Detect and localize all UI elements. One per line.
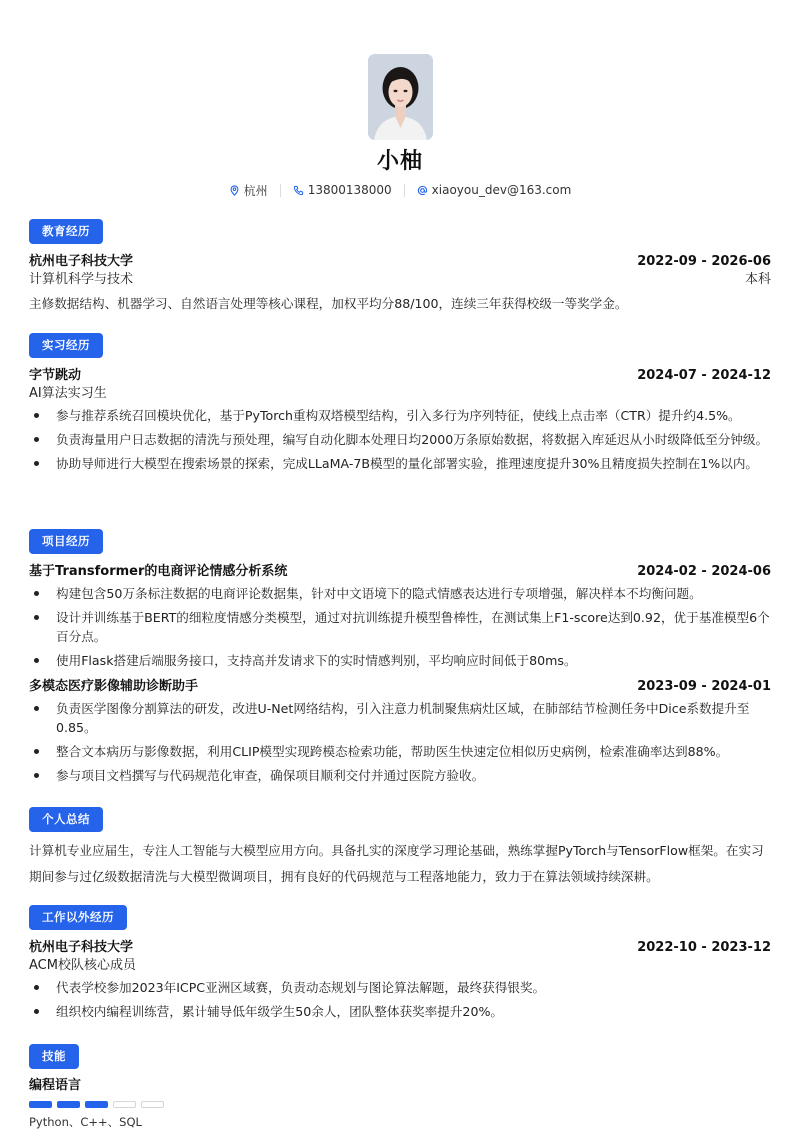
phone-text: 13800138000 (307, 183, 392, 197)
company-name: 字节跳动 (29, 368, 82, 383)
project-name: 多模态医疗影像辅助诊断助手 (29, 679, 199, 694)
skills-section (29, 1044, 771, 1130)
list-item: 整合文本病历与影像数据，利用CLIP模型实现跨模态检索功能，帮助医生快速定位相似历史病例，检索准确率达到88%。 (29, 742, 771, 761)
list-item: 构建包含50万条标注数据的电商评论数据集，针对中文语境下的隐式情感表达进行专项增强，解决样本不均衡问题。 (29, 584, 771, 603)
internship-header-row (29, 367, 771, 385)
contact-info (29, 181, 771, 199)
education-description: 主修数据结构、机器学习、自然语言处理等核心课程，加权平均分88/100，连续三年获得校级一等奖学金。 (29, 296, 628, 311)
list-item: 参与推荐系统召回模块优化，基于PyTorch重构双塔模型结构，引入多行为序列特征，使线上点击率（CTR）提升约4.5%。 (29, 406, 771, 425)
education-date: 2022-09 - 2026-06 (637, 254, 771, 269)
section-badge-internship: 实习经历 (29, 333, 103, 358)
internship-bullets (29, 406, 771, 473)
education-sub-row (29, 271, 771, 289)
degree: 本科 (744, 272, 771, 287)
project-bullets (29, 699, 771, 785)
extra-org: 杭州电子科技大学 (29, 940, 134, 955)
skill-name: 编程语言 (29, 1078, 82, 1093)
contact-phone[interactable] (293, 183, 392, 197)
school-name: 杭州电子科技大学 (29, 254, 134, 269)
location-text: 杭州 (243, 183, 268, 198)
project-header-row (29, 563, 771, 581)
contact-divider (404, 184, 405, 197)
extra-header-row (29, 939, 771, 957)
internship-date: 2024-07 - 2024-12 (637, 368, 771, 383)
skill-detail: Python、C++、SQL (29, 1115, 142, 1129)
skill-level-empty (113, 1101, 136, 1108)
email-icon (417, 185, 428, 196)
projects-section (29, 529, 771, 790)
contact-location (229, 182, 268, 199)
skill-level-filled (57, 1101, 80, 1108)
profile-photo (368, 54, 433, 140)
summary-text: 计算机专业应届生，专注人工智能与大模型应用方向。具备扎实的深度学习理论基础，熟练掌握PyTorch与TensorFlow框架。在实习期间参与过亿级数据清洗与大模型微调项目，拥有良好的代码规范与工程落地能力，致力于在算法领域持续深耕。 (29, 843, 764, 884)
extra-date: 2022-10 - 2023-12 (637, 940, 771, 955)
list-item: 负责海量用户日志数据的清洗与预处理，编写自动化脚本处理日均2000万条原始数据，将数据入库延迟从小时级降低至分钟级。 (29, 430, 771, 449)
skill-level-filled (85, 1101, 108, 1108)
list-item: 使用Flask搭建后端服务接口，支持高并发请求下的实时情感判别，平均响应时间低于80ms。 (29, 651, 771, 670)
section-badge-skills: 技能 (29, 1044, 79, 1069)
candidate-name: 小柚 (376, 149, 423, 174)
skill-level-empty (141, 1101, 164, 1108)
summary-section (29, 807, 771, 890)
contact-divider (280, 184, 281, 197)
list-item: 设计并训练基于BERT的细粒度情感分类模型，通过对抗训练提升模型鲁棒性，在测试集上F1-score达到0.92，优于基准模型6个百分点。 (29, 608, 771, 646)
skill-level-filled (29, 1101, 52, 1108)
contact-email[interactable] (417, 183, 572, 197)
email-text: xiaoyou_dev@163.com (431, 183, 572, 197)
list-item: 组织校内编程训练营，累计辅导低年级学生50余人，团队整体获奖率提升20%。 (29, 1002, 771, 1021)
phone-icon (293, 185, 304, 196)
major: 计算机科学与技术 (29, 272, 134, 287)
extra-bullets (29, 978, 771, 1021)
list-item: 代表学校参加2023年ICPC亚洲区域赛，负责动态规划与图论算法解题，最终获得银奖。 (29, 978, 771, 997)
skill-level-bars (29, 1101, 771, 1108)
extra-role: ACM校队核心成员 (29, 958, 136, 973)
section-badge-education: 教育经历 (29, 219, 103, 244)
education-section (29, 219, 771, 317)
section-badge-extra: 工作以外经历 (29, 905, 127, 930)
list-item: 负责医学图像分割算法的研发，改进U-Net网络结构，引入注意力机制聚焦病灶区域，在肺部结节检测任务中Dice系数提升至0.85。 (29, 699, 771, 737)
project-bullets (29, 584, 771, 670)
project-date: 2024-02 - 2024-06 (637, 564, 771, 579)
extra-experience-section (29, 905, 771, 1026)
section-badge-projects: 项目经历 (29, 529, 103, 554)
location-icon (229, 185, 240, 196)
project-name: 基于Transformer的电商评论情感分析系统 (29, 564, 288, 579)
internship-role: AI算法实习生 (29, 386, 107, 401)
list-item: 参与项目文档撰写与代码规范化审查，确保项目顺利交付并通过医院方验收。 (29, 766, 771, 785)
section-badge-summary: 个人总结 (29, 807, 103, 832)
project-header-row (29, 678, 771, 696)
list-item: 协助导师进行大模型在搜索场景的探索，完成LLaMA-7B模型的量化部署实验，推理速度提升30%且精度损失控制在1%以内。 (29, 454, 771, 473)
education-header-row (29, 253, 771, 271)
project-date: 2023-09 - 2024-01 (637, 679, 771, 694)
resume-header (29, 0, 771, 199)
internship-section (29, 333, 771, 478)
